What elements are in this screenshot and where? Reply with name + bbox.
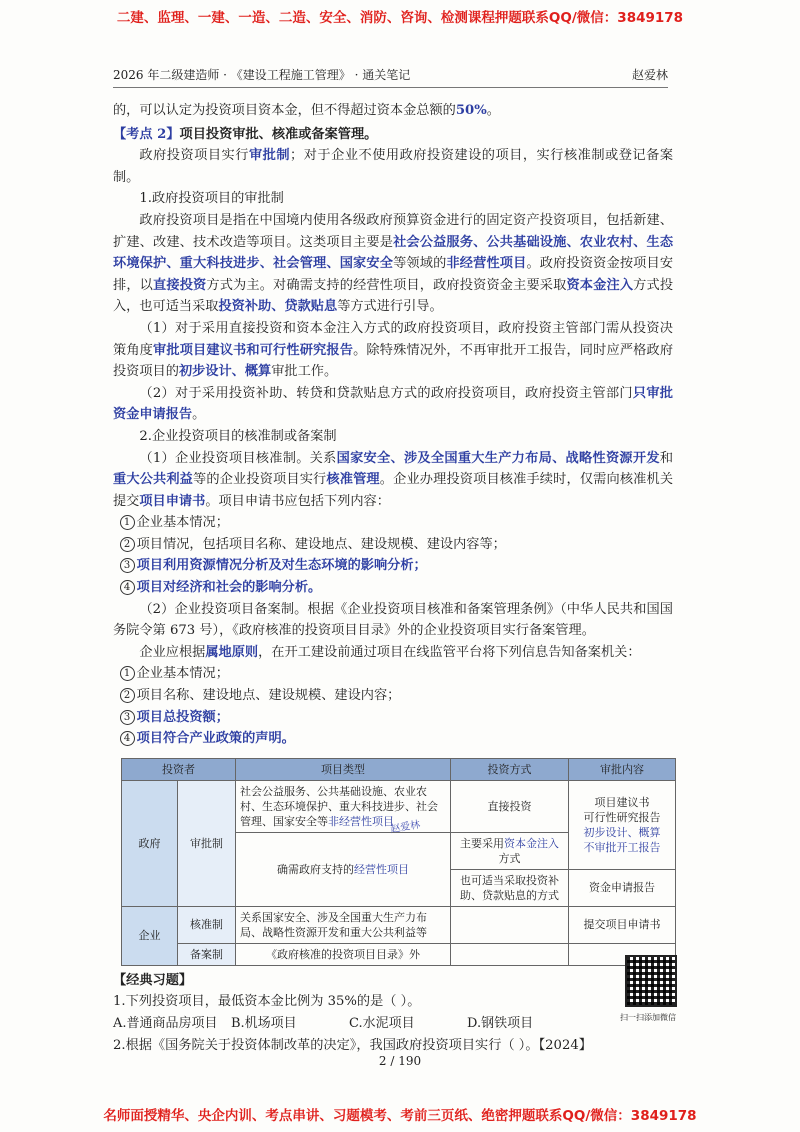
bottom-ad-banner: 名师面授精华、央企内训、考点串讲、习题模考、考前三页纸、绝密押题联系QQ/微信：3849178 [103, 1108, 697, 1124]
table-header-cell: 审批内容 [569, 758, 676, 780]
table-header-cell: 投资方式 [451, 758, 569, 780]
paragraph-4: （2）对于采用投资补助、转贷和贷款贴息方式的政府投资项目，政府投资主管部门只审批资金申请报告。 [113, 385, 673, 423]
table-cell: 审批制 [178, 780, 236, 906]
table-cell: 也可适当采取投资补助、贷款贴息的方式 [451, 869, 569, 906]
page-body [113, 100, 673, 1056]
running-header [113, 66, 668, 88]
table-cell: 关系国家安全、涉及全国重大生产力布局、战略性资源开发和重大公共利益等 [236, 906, 451, 943]
section-heading-2: 2.企业投资项目的核准制或备案制 [139, 428, 337, 444]
table-cell: 确需政府支持的经营性项目 [236, 832, 451, 906]
qr-code-icon[interactable] [625, 955, 677, 1007]
table-cell: 企业 [122, 906, 178, 965]
list-item: 4 项目符合产业政策的声明。 [113, 728, 673, 750]
table-cell: 提交项目申请书 [569, 906, 676, 943]
section-heading-1: 1.政府投资项目的审批制 [139, 191, 284, 207]
kaodian-heading [113, 124, 673, 146]
header-author: 赵爱林 [631, 68, 668, 82]
page-number: 2 / 190 [378, 1054, 422, 1068]
exercise-heading: 【经典习题】 [113, 972, 193, 988]
table-cell [451, 943, 569, 965]
list-filing-info [113, 663, 673, 749]
kaodian-title: 项目投资审批、核准或备案管理。 [179, 126, 378, 142]
list-item: 1 企业基本情况； [113, 663, 673, 685]
table-cell: 主要采用资本金注入方式 [451, 832, 569, 869]
paragraph-1: 政府投资项目实行审批制；对于企业不使用政府投资建设的项目，实行核准制或登记备案制。 [113, 148, 674, 185]
paragraph-7: 企业应根据属地原则，在开工建设前通过项目在线监管平台将下列信息告知备案机关： [139, 644, 641, 660]
exercise-options [113, 1013, 673, 1035]
table-cell: 备案制 [178, 943, 236, 965]
exercise-question-2: 2.根据《国务院关于投资体制改革的决定》，我国政府投资项目实行（ ）。【2024】 [113, 1037, 592, 1053]
list-item: 2 项目情况，包括项目名称、建设地点、建设规模、建设内容等； [113, 534, 673, 556]
table-row [122, 943, 676, 965]
table-header-cell: 投资者 [122, 758, 236, 780]
list-item: 1 企业基本情况； [113, 512, 673, 534]
table-header-cell: 项目类型 [236, 758, 451, 780]
list-item: 3 项目利用资源情况分析及对生态环境的影响分析； [113, 555, 673, 577]
table-cell: 直接投资 [451, 780, 569, 832]
table-row [122, 906, 676, 943]
list-item: 2 项目名称、建设地点、建设规模、建设内容； [113, 685, 673, 707]
exercise-question-1: 1.下列投资项目，最低资本金比例为 35%的是（ ）。 [113, 994, 421, 1010]
table-cell: 资金申请报告 [569, 869, 676, 906]
list-application-contents [113, 512, 673, 598]
top-ad-banner: 二建、监理、一建、一造、二造、安全、消防、咨询、检测课程押题联系QQ/微信：3849178 [116, 10, 684, 26]
paragraph-5: （1）企业投资项目核准制。关系国家安全、涉及全国重大生产力布局、战略性资源开发和重大公共利益等的企业投资项目实行核准管理。企业办理投资项目核准手续时，仅需向核准机关提交项目申请书。项目申请书应包括下列内容： [113, 450, 674, 509]
table-cell: 项目建议书 可行性研究报告 初步设计、概算 不审批开工报告 [569, 780, 676, 869]
header-title: 2026 年二级建造师 · 《建设工程施工管理》 · 通关笔记 [113, 68, 411, 82]
option-b: B.机场项目 [231, 1016, 297, 1031]
kaodian-tag: 【考点 2】 [113, 126, 180, 142]
option-a: A.普通商品房项目 [113, 1016, 218, 1031]
paragraph-2: 政府投资项目是指在中国境内使用各级政府预算资金进行的固定资产投资项目，包括新建、扩建、改建、技术改造等项目。这类项目主要是社会公益服务、公共基础设施、农业农村、生态环境保护、重大科技进步、社会管理、国家安全等领域的非经营性项目。政府投资资金按项目安排，以直接投资方式为主。对确需支持的经营性项目，政府投资资金主要采取资本金注入方式投入，也可适当采取投资补助、贷款贴息等方式进行引导。 [113, 212, 674, 315]
handwritten-signature: 赵爱林 [389, 819, 422, 836]
qr-caption: 扫一扫添加微信 [620, 1013, 676, 1022]
paragraph-3: （1）对于采用直接投资和资本金注入方式的政府投资项目，政府投资主管部门需从投资决策角度审批项目建议书和可行性研究报告。除特殊情况外，不再审批开工报告，同时应严格政府投资项目的初步设计、概算审批工作。 [113, 320, 674, 380]
table-cell: 政府 [122, 780, 178, 906]
table-cell: 《政府核准的投资项目目录》外 [236, 943, 451, 965]
paragraph-line1: 的，可以认定为投资项目资本金，但不得超过资本金总额的50%。 [113, 103, 500, 118]
paragraph-6: （2）企业投资项目备案制。根据《企业投资项目核准和备案管理条例》（中华人民共和国国务院令第 673 号），《政府核准的投资项目目录》外的企业投资项目实行备案管理。 [113, 601, 673, 639]
table-header-row [122, 758, 676, 780]
table-cell: 社会公益服务、公共基础设施、农业农村、生态环境保护、重大科技进步、社会管理、国家安全等非经营性项目 [236, 780, 451, 832]
option-d: D.钢铁项目 [467, 1016, 534, 1031]
summary-table [121, 758, 676, 966]
table-cell [451, 906, 569, 943]
list-item: 3 项目总投资额； [113, 707, 673, 729]
list-item: 4 项目对经济和社会的影响分析。 [113, 577, 673, 599]
table-cell: 核准制 [178, 906, 236, 943]
option-c: C.水泥项目 [349, 1016, 415, 1031]
